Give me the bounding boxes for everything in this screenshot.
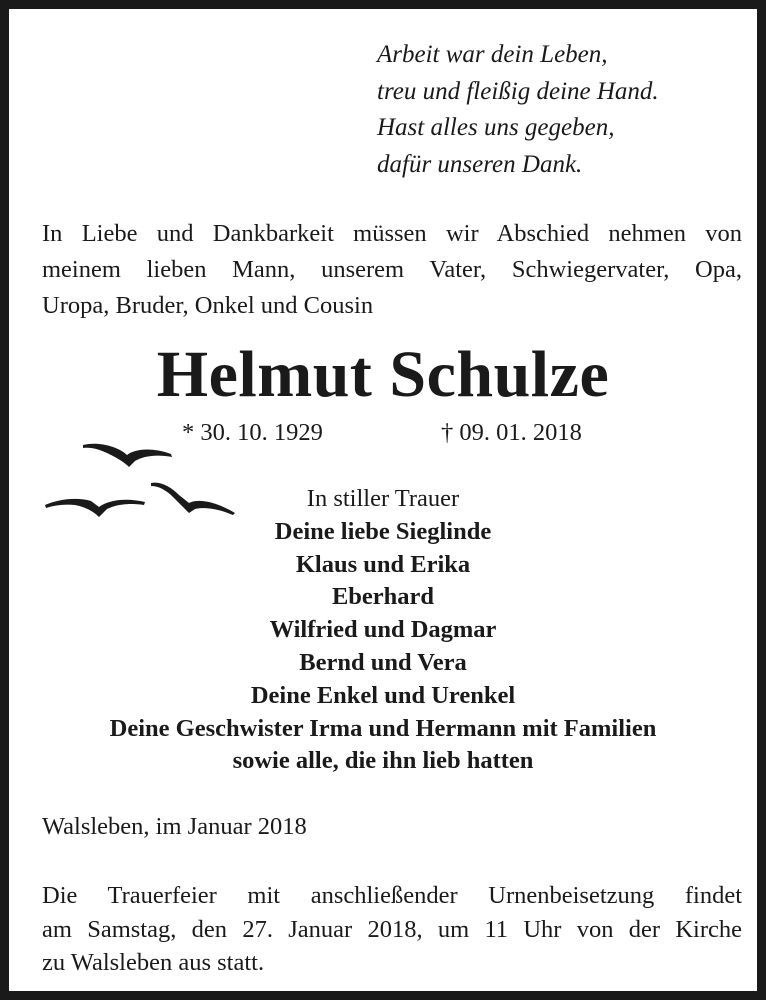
mourner-name: sowie alle, die ihn lieb hatten [232, 747, 534, 775]
mourner-name: Wilfried und Dagmar [269, 616, 497, 644]
funeral-service-info [42, 879, 742, 980]
death-date: † 09. 01. 2018 [441, 419, 582, 446]
service-line: zu Walsleben aus statt. [42, 949, 265, 976]
bird-icon [83, 444, 172, 467]
mourner-name: Deine Enkel und Urenkel [250, 681, 516, 709]
mourning-line: In stiller Trauer [306, 485, 460, 512]
deceased-name: Helmut Schulze [156, 338, 610, 411]
service-line: am Samstag, den 27. Januar 2018, um 11 Uhr von der Kirche [42, 915, 742, 943]
mourners-list [9, 483, 757, 778]
place-and-date: Walsleben, im Januar 2018 [42, 813, 307, 840]
poem-line: Hast alles uns gegeben, [377, 114, 615, 141]
farewell-intro [42, 216, 742, 324]
intro-line: meinem lieben Mann, unserem Vater, Schwiegervater, Opa, [42, 256, 742, 283]
intro-line: In Liebe und Dankbarkeit müssen wir Abschied nehmen von [42, 220, 742, 247]
birth-date: * 30. 10. 1929 [182, 419, 323, 446]
mourner-name: Eberhard [331, 583, 435, 611]
memorial-poem [377, 37, 757, 183]
mourner-name: Klaus und Erika [295, 550, 471, 578]
poem-line: treu und fleißig deine Hand. [377, 77, 659, 105]
mourner-name: Deine Geschwister Irma und Hermann mit Familien [109, 714, 657, 742]
mourner-name: Bernd und Vera [299, 648, 467, 676]
poem-line: Arbeit war dein Leben, [377, 41, 608, 68]
poem-line: dafür unseren Dank. [377, 150, 583, 178]
mourner-name: Deine liebe Sieglinde [274, 517, 492, 545]
intro-line: Uropa, Bruder, Onkel und Cousin [42, 292, 374, 319]
service-line: Die Trauerfeier mit anschließender Urnenbeisetzung findet [42, 882, 742, 909]
